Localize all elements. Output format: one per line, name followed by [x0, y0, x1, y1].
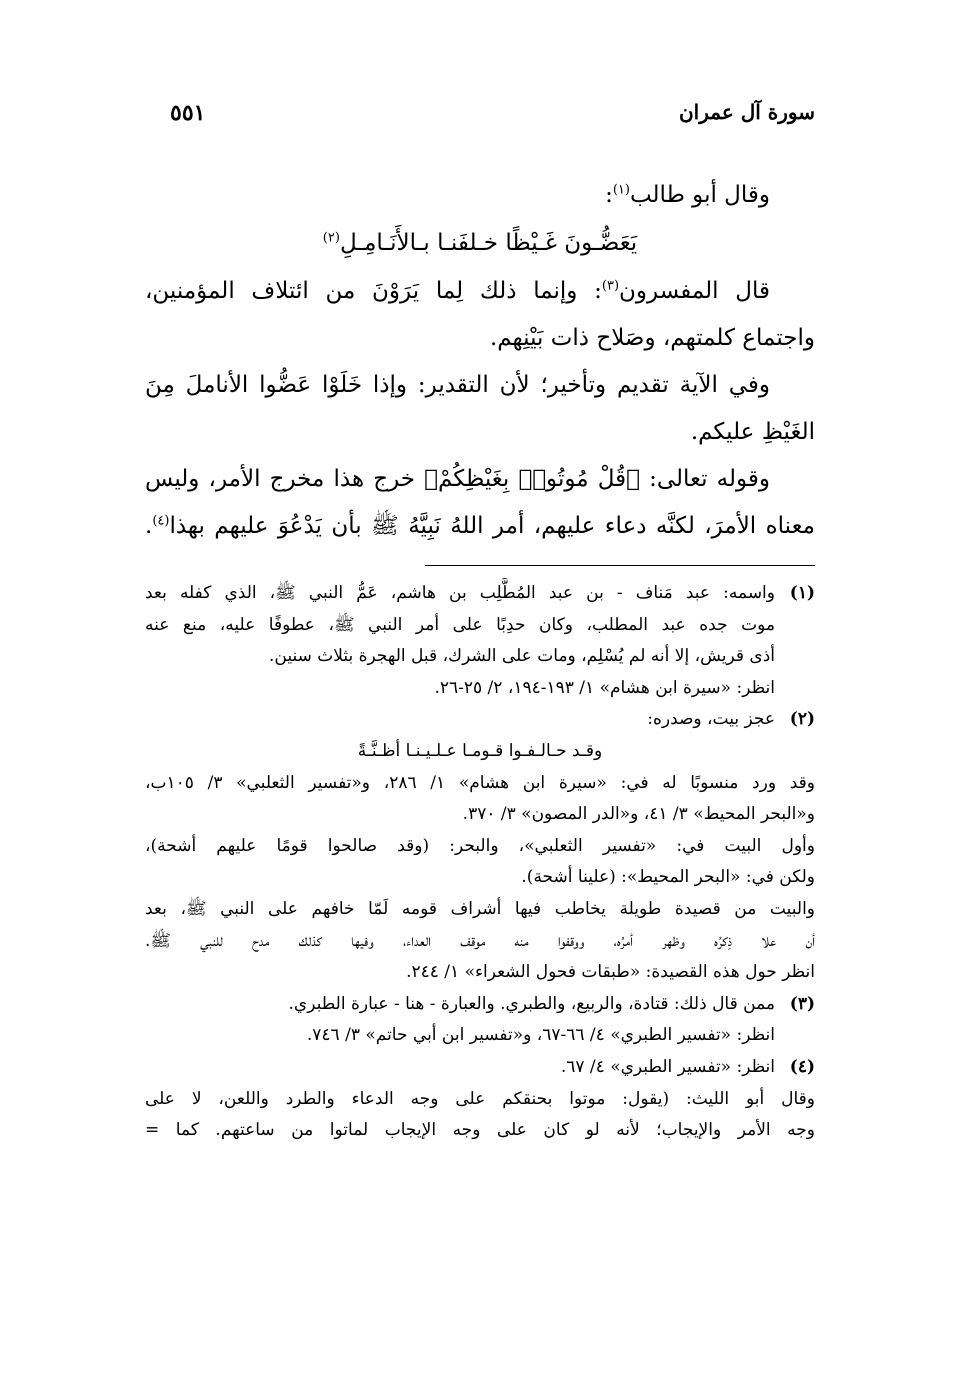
text: وقال أبو طالب: [629, 182, 770, 208]
text: .: [145, 513, 153, 539]
footnote-1-line: أذى قريش، إلا أنه لم يُسْلِم، ومات على الشرك، قبل الهجرة بثلاث سنين.: [268, 646, 775, 667]
paragraph-line: الغَيْظِ عليكم.: [690, 419, 815, 445]
footnote-number: (١): [789, 583, 815, 603]
footnote-separator: [425, 565, 815, 566]
footnote-ref: (١): [612, 182, 630, 198]
footnote-1-line: انظر: «سيرة ابن هشام» ١/ ١٩٣-١٩٤، ٢/ ٢٥-٢٦.: [434, 677, 775, 698]
footnote-ref: (٢): [322, 230, 340, 246]
footnote-number: (٤): [789, 1056, 815, 1077]
footnote-2-line: وأول البيت في: «تفسير الثعلبي»، والبحر: (وقد صالحوا قومًا عليهم أشحة)،: [145, 835, 815, 856]
footnote-2-line: وقد ورد منسوبًا له في: «سيرة ابن هشام» ١/ ٢٨٦، و«تفسير الثعلبي» ٣/ ١٠٥ب،: [145, 772, 815, 793]
footnote-2-line: [145, 704, 815, 736]
paragraph-line: [145, 268, 815, 315]
text: : وإنما ذلك لِما يَرَوْنَ من ائتلاف المؤمنين،: [145, 278, 602, 304]
paragraph-line: وفي الآية تقديم وتأخير؛ لأن التقدير: وإذا خَلَوْا عَضُّوا الأناملَ مِنَ: [145, 372, 770, 398]
poetry-verse: [145, 219, 815, 268]
footnote-ref: (٤): [152, 513, 170, 529]
paragraph-line: [145, 503, 815, 550]
paragraph-line: واجتماع كلمتهم، وصَلاح ذات بَيْنِهم.: [489, 325, 815, 351]
main-text: [145, 172, 815, 550]
page-number: ٥٥١: [170, 100, 206, 126]
footnote-2-line: أن علا ذِكرُه وظهر أمرُه، ووقفوا منه موقف العداء، وفيها كذلك مدح للنبي ﷺ.: [145, 930, 815, 951]
footnote-2-line: انظر حول هذه القصيدة: «طبقات فحول الشعراء» ١/ ٢٤٤.: [406, 962, 815, 983]
footnote-ref: (٣): [601, 278, 620, 294]
text: انظر: «تفسير الطبري» ٤/ ٦٧.: [560, 1056, 775, 1077]
text: قال المفسرون: [619, 278, 771, 304]
footnote-3-line: [145, 989, 815, 1021]
footnote-1-line: [145, 578, 815, 610]
paragraph-line: [145, 172, 815, 219]
footnote-2-verse: وقـد حـالـفـوا قـومـا عـلـيـنـا أظـنَّـةً: [357, 740, 603, 761]
text: ممن قال ذلك: قتادة، والربيع، والطبري. والعبارة - هنا - عبارة الطبري.: [288, 993, 775, 1014]
footnote-4-line: [145, 1052, 815, 1084]
text: واسمه: عبد مَناف - بن عبد المُطَّلِب بن هاشم، عَمُّ النبي ﷺ، الذي كفله بعد: [145, 583, 775, 603]
page-header: [130, 100, 815, 140]
paragraph-line: وقوله تعالى: ﴿قُلْ مُوتُوا۟ بِغَيْظِكُمْ﴾ خرج هذا مخرج الأمر، وليس: [145, 466, 770, 492]
footnote-2-line: والبيت من قصيدة طويلة يخاطب فيها أشراف قومه لَمّا خافهم على النبي ﷺ، بعد: [145, 898, 815, 919]
text: عجز بيت، وصدره:: [647, 709, 775, 730]
footnote-3-line: انظر: «تفسير الطبري» ٤/ ٦٦-٦٧، و«تفسير ابن أبي حاتم» ٣/ ٧٤٦.: [306, 1025, 775, 1046]
footnote-2-line: و«البحر المحيط» ٣/ ٤١، و«الدر المصون» ٣/ ٣٧٠.: [462, 804, 815, 825]
footnote-4-line: وجه الأمر والإيجاب؛ لأنه لو كان على وجه الإيجاب لماتوا من ساعتهم. كما =: [145, 1120, 815, 1141]
footnotes: [145, 578, 815, 1147]
footnote-2-line: ولكن في: «البحر المحيط»: (علينا أشحة).: [521, 867, 815, 888]
verse-text: يَعَضُّـونَ غَـيْظًا خـلفَنـا بـالأَنَـامِـلِ: [339, 230, 638, 256]
footnote-number: (٢): [789, 709, 815, 730]
surah-title: سورة آل عمران: [678, 100, 815, 124]
footnote-4-line: وقال أبو الليث: (يقول: موتوا بحنقكم على وجه الدعاء والطرد واللعن، لا على: [145, 1088, 815, 1109]
footnote-number: (٣): [789, 993, 815, 1014]
text: :: [605, 182, 613, 208]
footnote-1-line: موت جده عبد المطلب، وكان حدِبًا على أمر النبي ﷺ، عطوفًا عليه، منع عنه: [145, 614, 775, 635]
text: معناه الأمرَ، لكنَّه دعاء عليهم، أمر اللهُ نَبِيَّهُ ﷺ بأن يَدْعُوَ عليهم بهذا: [169, 513, 815, 539]
